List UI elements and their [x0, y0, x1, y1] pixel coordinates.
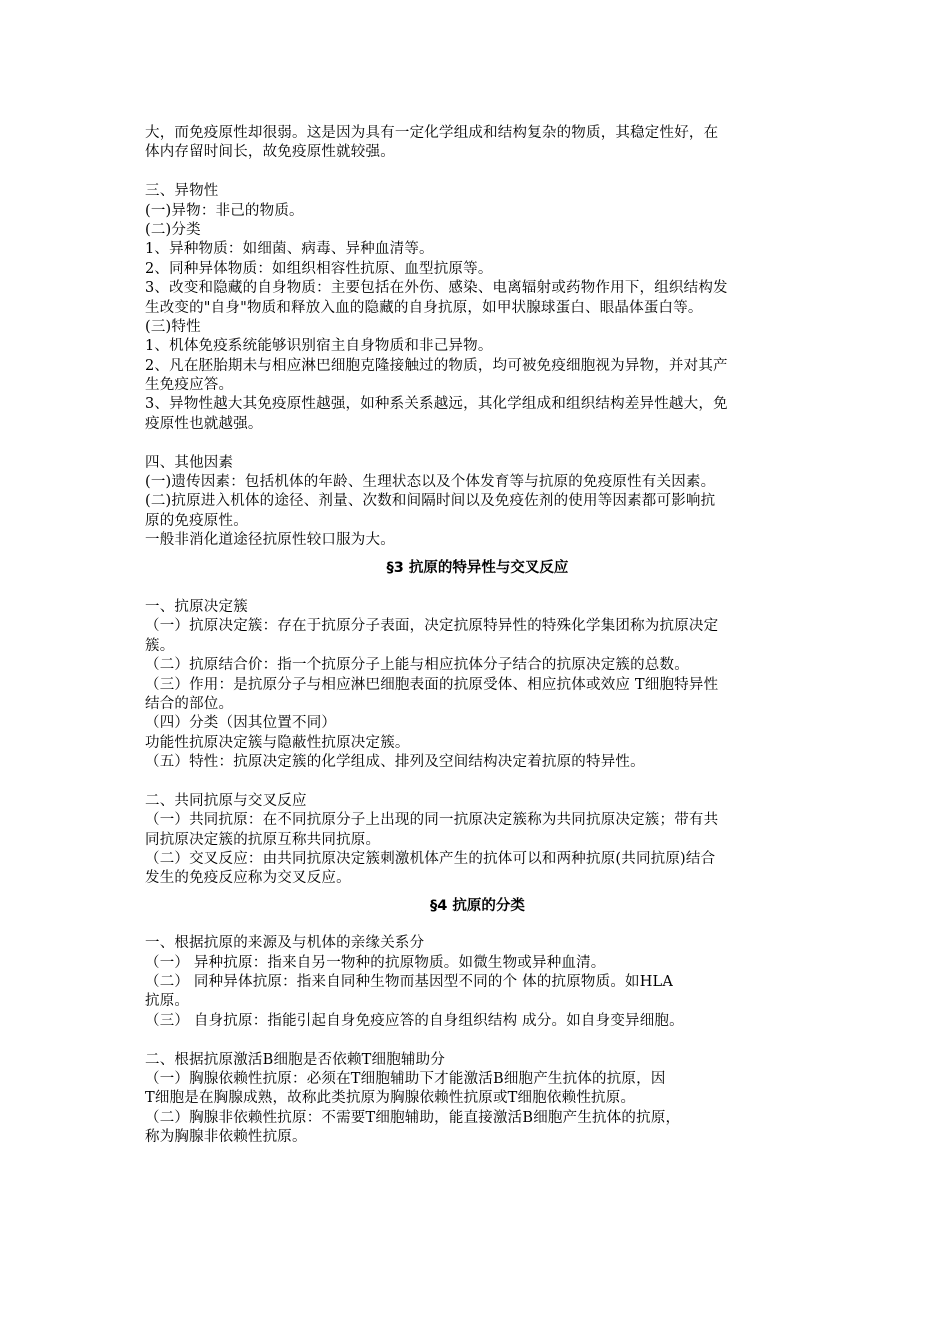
paragraph-line: （二）抗原结合价：指一个抗原分子上能与相应抗体分子结合的抗原决定簇的总数。	[145, 657, 689, 674]
paragraph-line: (二)分类	[145, 221, 201, 238]
section-title: 一、根据抗原的来源及与机体的亲缘关系分	[145, 935, 425, 952]
paragraph-line: （一） 异种抗原：指来自另一物种的抗原物质。如微生物或异种血清。	[145, 954, 606, 971]
paragraph-line: 抗原。	[145, 993, 190, 1010]
paragraph-line: 发生的免疫反应称为交叉反应。	[145, 870, 351, 887]
paragraph-line: （一）抗原决定簇：存在于抗原分子表面，决定抗原特异性的特殊化学集团称为抗原决定	[145, 618, 719, 635]
intro-line: 体内存留时间长，故免疫原性就较强。	[145, 144, 395, 161]
section-title: 二、共同抗原与交叉反应	[145, 792, 307, 809]
section-title: 四、其他因素	[145, 454, 234, 471]
paragraph-line: （二） 同种异体抗原：指来自同种生物而基因型不同的个 体的抗原物质。如HLA	[145, 974, 674, 991]
paragraph-line: T细胞是在胸腺成熟，故称此类抗原为胸腺依赖性抗原或T细胞依赖性抗原。	[145, 1090, 636, 1107]
paragraph-line: 1、异种物质：如细菌、病毒、异种血清等。	[145, 241, 434, 258]
paragraph-line: （五）特性：抗原决定簇的化学组成、排列及空间结构决定着抗原的特异性。	[145, 754, 645, 771]
paragraph-line: （二）交叉反应：由共同抗原决定簇刺激机体产生的抗体可以和两种抗原(共同抗原)结合	[145, 851, 716, 868]
paragraph-line: 3、异物性越大其免疫原性越强，如种系关系越远，其化学组成和组织结构差异性越大，免	[145, 396, 728, 413]
paragraph-line: 称为胸腺非依赖性抗原。	[145, 1129, 307, 1146]
paragraph-line: 结合的部位。	[145, 695, 234, 712]
paragraph-line: (一)异物：非己的物质。	[145, 202, 304, 219]
paragraph-line: 生改变的"自身"物质和释放入血的隐藏的自身抗原，如甲状腺球蛋白、眼晶体蛋白等。	[145, 299, 703, 316]
paragraph-line: （二）胸腺非依赖性抗原：不需要T细胞辅助，能直接激活B细胞产生抗体的抗原，	[145, 1109, 681, 1126]
paragraph-line: 1、机体免疫系统能够识别宿主自身物质和非己异物。	[145, 338, 493, 355]
document-page	[145, 124, 810, 1148]
paragraph-line: 簇。	[145, 637, 175, 654]
paragraph-line: （三）作用：是抗原分子与相应淋巴细胞表面的抗原受体、相应抗体或效应 T细胞特异性	[145, 676, 719, 693]
paragraph-line: （一）共同抗原：在不同抗原分子上出现的同一抗原决定簇称为共同抗原决定簇；带有共	[145, 812, 719, 829]
paragraph-line: 2、同种异体物质：如组织相容性抗原、血型抗原等。	[145, 260, 493, 277]
paragraph-line: 3、改变和隐藏的自身物质：主要包括在外伤、感染、电离辐射或药物作用下，组织结构发	[145, 280, 728, 297]
intro-line: 大，而免疫原性却很弱。这是因为具有一定化学组成和结构复杂的物质，其稳定性好，在	[145, 125, 719, 141]
paragraph-line: (二)抗原进入机体的途径、剂量、次数和间隔时间以及免疫佐剂的使用等因素都可影响抗	[145, 493, 716, 510]
paragraph-line: 2、凡在胚胎期未与相应淋巴细胞克隆接触过的物质，均可被免疫细胞视为异物，并对其产	[145, 357, 728, 374]
paragraph-line: 一般非消化道途径抗原性较口服为大。	[145, 532, 395, 549]
paragraph-line: 生免疫应答。	[145, 377, 234, 394]
paragraph-line: (一)遗传因素：包括机体的年龄、生理状态以及个体发育等与抗原的免疫原性有关因素。	[145, 474, 716, 491]
paragraph-line: 同抗原决定簇的抗原互称共同抗原。	[145, 831, 381, 848]
paragraph-line: （三） 自身抗原：指能引起自身免疫应答的自身组织结构 成分。如自身变异细胞。	[145, 1012, 684, 1029]
chapter-heading: §4 抗原的分类	[430, 897, 525, 914]
paragraph-line: （一）胸腺依赖性抗原：必须在T细胞辅助下才能激活B细胞产生抗体的抗原，因	[145, 1070, 666, 1087]
chapter-heading: §3 抗原的特异性与交叉反应	[386, 559, 569, 576]
paragraph-line: 功能性抗原决定簇与隐蔽性抗原决定簇。	[145, 734, 410, 751]
paragraph-line: 疫原性也就越强。	[145, 415, 263, 432]
section-title: 二、根据抗原激活B细胞是否依赖T细胞辅助分	[145, 1051, 446, 1068]
section-title: 一、抗原决定簇	[145, 598, 248, 615]
paragraph-line: (三)特性	[145, 318, 201, 335]
paragraph-line: （四）分类（因其位置不同）	[145, 715, 337, 732]
paragraph-line: 原的免疫原性。	[145, 512, 248, 529]
section-title: 三、异物性	[145, 183, 219, 200]
